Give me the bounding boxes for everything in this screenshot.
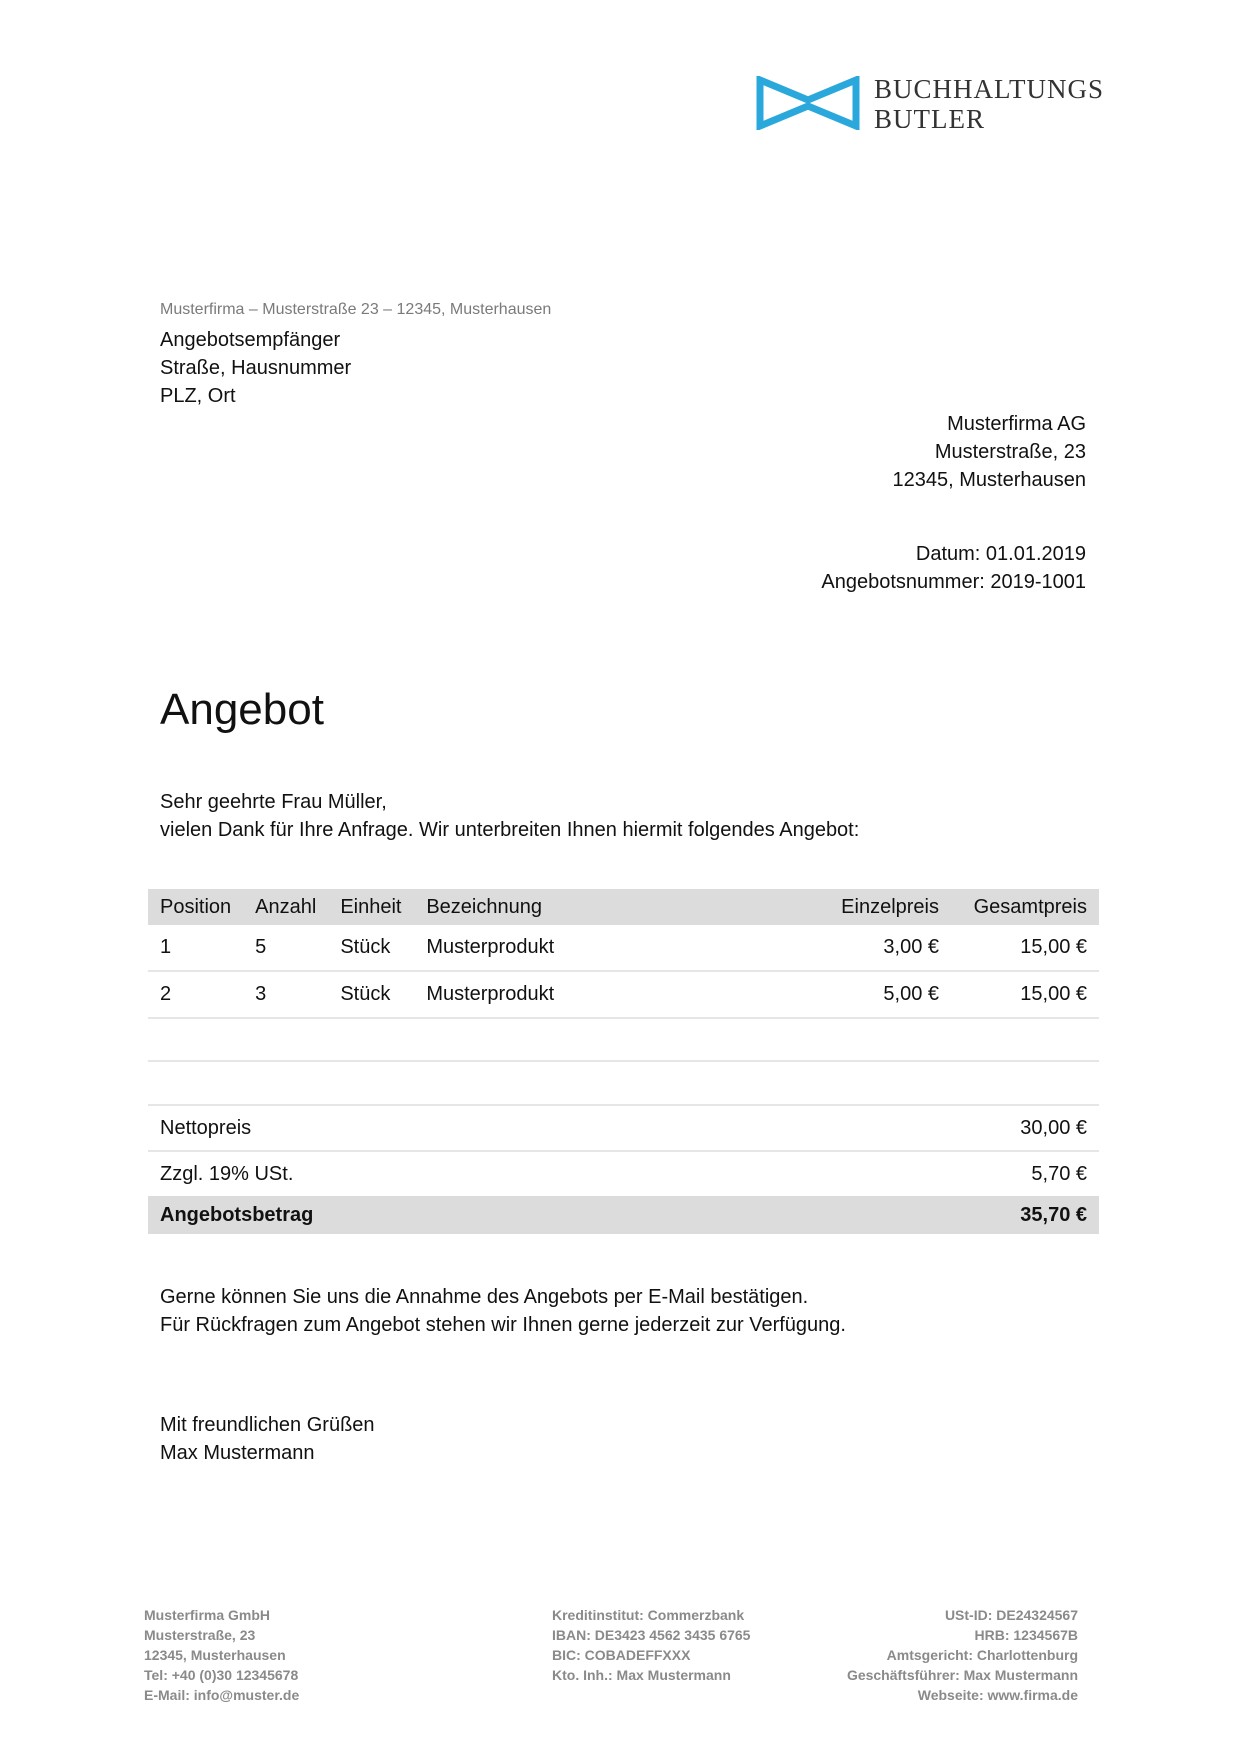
cell-total-price: 15,00 € (951, 971, 1099, 1018)
closing-text (160, 1283, 846, 1339)
closing-line-2: Für Rückfragen zum Angebot stehen wir Ihnen gerne jederzeit zur Verfügung. (160, 1314, 846, 1336)
footer-line: Kreditinstitut: Commerzbank (552, 1607, 745, 1623)
intro-text (160, 788, 859, 844)
cell-unit-price: 3,00 € (817, 925, 951, 971)
cell-unit: Stück (328, 971, 414, 1018)
greeting-line: Mit freundlichen Grüßen (160, 1414, 375, 1436)
recipient-name: Angebotsempfänger (160, 329, 341, 351)
offer-total-value: 35,70 € (1020, 1203, 1087, 1226)
cell-description: Musterprodukt (414, 971, 817, 1018)
offer-number: Angebotsnummer: 2019-1001 (821, 571, 1086, 593)
footer-bank-info (552, 1605, 750, 1685)
totals-section (148, 1104, 1099, 1234)
page-title: Angebot (160, 685, 324, 734)
signer-name: Max Mustermann (160, 1442, 315, 1464)
bowtie-icon (756, 76, 860, 130)
footer-line: Amtsgericht: Charlottenburg (886, 1647, 1078, 1663)
net-price-row (148, 1104, 1099, 1150)
cell-quantity: 3 (243, 971, 328, 1018)
footer-line: Kto. Inh.: Max Mustermann (552, 1667, 731, 1683)
logo-text (874, 74, 1104, 128)
table-row (148, 971, 1099, 1018)
signature-block (160, 1411, 375, 1467)
col-description: Bezeichnung (414, 889, 817, 925)
vat-label: Zzgl. 19% USt. (160, 1162, 294, 1185)
footer-line: IBAN: DE3423 4562 3435 6765 (552, 1627, 751, 1643)
col-position: Position (148, 889, 243, 925)
cell-description: Musterprodukt (414, 925, 817, 971)
logo-line-2: BUTLER (874, 104, 985, 128)
table-header-row (148, 889, 1099, 925)
company-name: Musterfirma AG (947, 413, 1086, 435)
footer-line: Musterstraße, 23 (144, 1627, 256, 1643)
cell-total-price: 15,00 € (951, 925, 1099, 971)
footer-line: Tel: +40 (0)30 12345678 (144, 1667, 299, 1683)
company-city: 12345, Musterhausen (892, 469, 1086, 491)
offer-total-row (148, 1196, 1099, 1234)
cell-unit: Stück (328, 925, 414, 971)
sender-address-line: Musterfirma – Musterstraße 23 – 12345, Musterhausen (160, 301, 552, 318)
vat-value: 5,70 € (1031, 1162, 1087, 1185)
offer-meta (821, 540, 1086, 596)
table-row (148, 925, 1099, 971)
net-price-value: 30,00 € (1020, 1116, 1087, 1139)
col-total-price: Gesamtpreis (951, 889, 1099, 925)
footer-line: Webseite: www.firma.de (917, 1687, 1078, 1703)
intro-sentence: vielen Dank für Ihre Anfrage. Wir unterbreiten Ihnen hiermit folgendes Angebot: (160, 819, 860, 841)
items-table (148, 889, 1099, 1019)
vat-row (148, 1150, 1099, 1196)
net-price-label: Nettopreis (160, 1116, 252, 1139)
closing-line-1: Gerne können Sie uns die Annahme des Angebots per E-Mail bestätigen. (160, 1286, 809, 1308)
company-logo (756, 74, 1105, 134)
company-address (893, 410, 1086, 494)
recipient-address (160, 326, 351, 410)
footer-line: Musterfirma GmbH (144, 1607, 271, 1623)
footer-line: HRB: 1234567B (974, 1627, 1078, 1643)
empty-table-row (148, 1014, 1099, 1062)
cell-quantity: 5 (243, 925, 328, 971)
cell-position: 1 (148, 925, 243, 971)
footer-legal-info (847, 1605, 1078, 1705)
footer-line: USt-ID: DE24324567 (944, 1607, 1078, 1623)
recipient-city: PLZ, Ort (160, 385, 236, 407)
footer-line: BIC: COBADEFFXXX (552, 1647, 691, 1663)
footer-line: E-Mail: info@muster.de (144, 1687, 300, 1703)
cell-unit-price: 5,00 € (817, 971, 951, 1018)
cell-position: 2 (148, 971, 243, 1018)
col-unit-price: Einzelpreis (817, 889, 951, 925)
company-street: Musterstraße, 23 (934, 441, 1086, 463)
col-quantity: Anzahl (243, 889, 328, 925)
col-unit: Einheit (328, 889, 414, 925)
footer-line: Geschäftsführer: Max Mustermann (846, 1667, 1078, 1683)
salutation: Sehr geehrte Frau Müller, (160, 791, 387, 813)
logo-line-1: BUCHHALTUNGS (874, 74, 1105, 104)
footer-company-info (144, 1605, 299, 1705)
recipient-street: Straße, Hausnummer (160, 357, 352, 379)
footer-line: 12345, Musterhausen (144, 1647, 286, 1663)
offer-total-label: Angebotsbetrag (160, 1203, 314, 1226)
offer-date: Datum: 01.01.2019 (915, 543, 1086, 565)
